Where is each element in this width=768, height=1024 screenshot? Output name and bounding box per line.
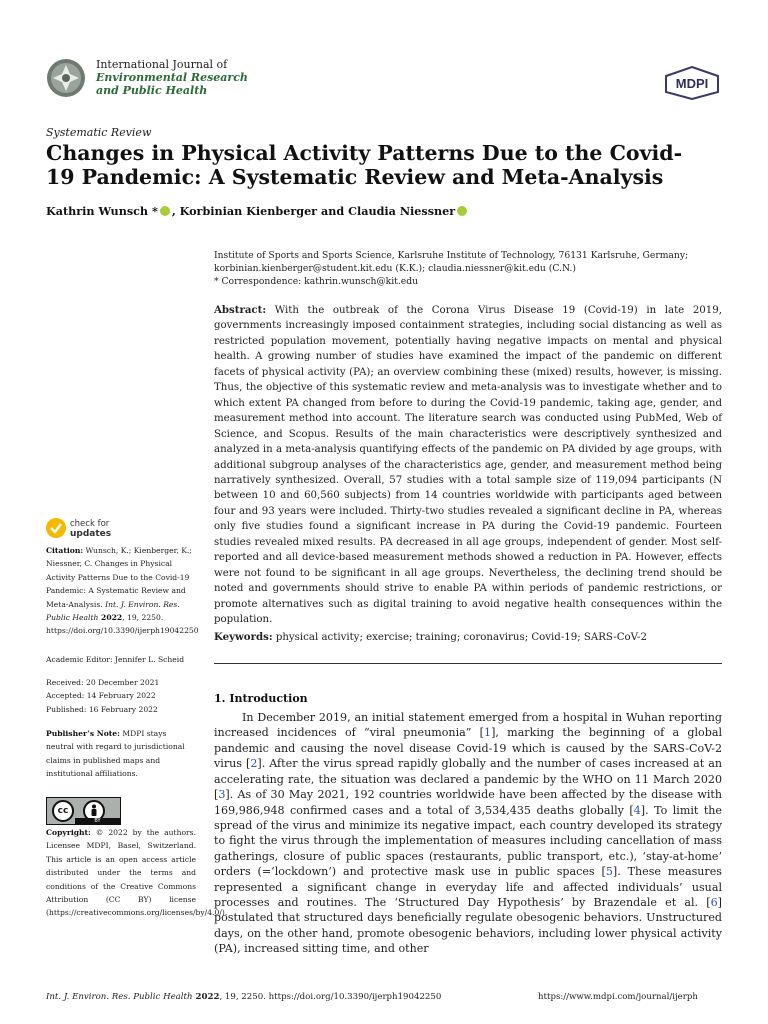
text-run: ]. To limit the spread of the virus and minimize its negative impact, each country developed its strategy to fight the virus through the implementation of measures including cancellation of mass gatherings, closure of public spaces (restaurants, public transport, etc.), ‘stay-at-home’ orders (=‘lockdown’) and protective mask use in public spaces [	[214, 803, 722, 879]
publisher-note-text: MDPI stays neutral with regard to jurisdictional claims in published maps and institutional affiliations.	[46, 729, 185, 779]
reference-link[interactable]: 6	[710, 896, 718, 910]
footer-journal-url[interactable]: https://www.mdpi.com/journal/ijerph	[538, 992, 698, 1002]
reference-link[interactable]: 5	[605, 865, 613, 879]
affiliation-line: Institute of Sports and Sports Science, Karlsruhe Institute of Technology, 76131 Karlsruhe, Germany;	[214, 250, 689, 261]
introduction-body	[214, 710, 722, 957]
affiliation	[214, 249, 734, 288]
text-run: ], marking the beginning of a global pandemic and causing the novel disease Covid-19 which is caused by the SARS-CoV-2 virus [	[214, 726, 722, 771]
text-run: In December 2019, an initial statement emerged from a hospital in Wuhan reporting increased incidences of “viral pneumonia” [	[214, 711, 722, 740]
citation-block	[46, 544, 199, 638]
divider	[214, 663, 722, 664]
abstract	[214, 303, 722, 628]
correspondence: * Correspondence: kathrin.wunsch@kit.edu	[214, 276, 419, 287]
reference-link[interactable]: 3	[218, 788, 226, 802]
check-updates-icon	[46, 518, 66, 538]
keywords	[214, 631, 722, 643]
citation-label: Citation:	[46, 546, 84, 555]
check-updates-line1: check for	[70, 519, 110, 529]
cc-icon: cc	[52, 800, 74, 822]
journal-name-line2: Environmental Research	[96, 71, 248, 84]
text-run: ]. As of 30 May 2021, 192 countries worldwide have been affected by the disease with 169,986,948 confirmed cases and a total of 3,534,435 deaths globally [	[214, 788, 722, 817]
check-updates-line2: updates	[70, 529, 112, 539]
article-type: Systematic Review	[46, 126, 152, 139]
publisher-note	[46, 727, 196, 781]
journal-name-line3: and Public Health	[96, 84, 208, 97]
orcid-icon[interactable]	[160, 206, 170, 216]
footer-year: 2022	[192, 992, 220, 1002]
abstract-label: Abstract:	[214, 304, 267, 316]
publisher-note-label: Publisher’s Note:	[46, 729, 120, 738]
journal-logo	[46, 58, 86, 98]
copyright-label: Copyright:	[46, 828, 91, 837]
check-updates-text	[70, 519, 111, 539]
journal-name	[96, 58, 248, 97]
reference-link[interactable]: 1	[484, 726, 492, 740]
keywords-label: Keywords:	[214, 631, 273, 643]
citation-doi[interactable]: , 19, 2250. https://doi.org/10.3390/ijerph19042250	[46, 613, 199, 636]
abstract-text: With the outbreak of the Corona Virus Disease 19 (Covid-19) in late 2019, governments increasingly imposed containment strategies, including social distancing as well as restricted population movement, potentially having negative impacts on mental and physical health. A growing number of studies have examined the impact of the pandemic on different facets of physical activity (PA); an overview combining these (mixed) results, however, is missing. Thus, the objective of this systematic review and meta-analysis was to investigate whether and to which extent PA changed from before to during the Covid-19 pandemic, taking age, gender, and measurement method into account. The literature search was conducted using PubMed, Web of Science, and Scopus. Results of the main characteristics were descriptively synthesized and analyzed in a meta-analysis quantifying effects of the pandemic on PA divided by age groups, with additional subgroup analyses of the characteristics age, gender, and measurement method being narratively synthesized. Overall, 57 studies with a total sample size of 119,094 participants (N between 10 and 60,560 subjects) from 14 countries worldwide with participants aged between four and 93 years were included. Thirty-two studies revealed a significant decline in PA, whereas only five studies found a significant increase in PA during the Covid-19 pandemic. Fourteen studies revealed mixed results. PA decreased in all age groups, independent of gender. Most self-reported and all device-based measurement methods showed a reduction in PA. However, effects were not found to be significant in all age groups. Nevertheless, the declining trend should be noted and governments should strive to enable PA within periods of pandemic restrictions, or promote alternatives such as digital training to avoid negative health consequences within the population.	[214, 305, 722, 626]
keywords-text: physical activity; exercise; training; coronavirus; Covid-19; SARS-CoV-2	[275, 632, 647, 643]
section-heading: 1. Introduction	[214, 692, 308, 705]
mdpi-logo-text: MDPI	[675, 76, 709, 91]
author-1: Kathrin Wunsch *	[46, 204, 158, 218]
by-label: BY	[75, 818, 120, 824]
cc-by-license-badge[interactable]	[46, 797, 121, 825]
copyright-block	[46, 826, 228, 920]
citation-journal: Int. J. Environ. Res. Public Health	[46, 599, 180, 623]
article-title: Changes in Physical Activity Patterns Due to the Covid-19 Pandemic: A Systematic Review and Meta-Analysis	[46, 141, 683, 189]
footer-citation	[46, 992, 441, 1002]
dates-block	[46, 676, 196, 716]
received-date: Received: 20 December 2021	[46, 678, 160, 687]
text-run: ]. These measures represented a significant change in everyday life and affected individuals’ usual processes and routines. The ‘Structured Day Hypothesis’ by Brazendale et al. [	[214, 865, 722, 910]
published-date: Published: 16 February 2022	[46, 704, 158, 714]
text-run: ]. After the virus spread rapidly globally and the number of cases increased at an accelerating rate, the situation was declared a pandemic by the WHO on 11 March 2020 [	[214, 757, 723, 802]
orcid-icon[interactable]	[457, 206, 467, 216]
citation-text: Wunsch, K.; Kienberger, K.; Niessner, C. Changes in Physical Activity Patterns Due to the Covid-19 Pandemic: A Systematic Review and Meta-Analysis.	[46, 546, 192, 609]
reference-link[interactable]: 4	[633, 803, 641, 817]
check-for-updates-button[interactable]	[46, 516, 186, 542]
affiliation-emails: korbinian.kienberger@student.kit.edu (K.K.); claudia.niessner@kit.edu (C.N.)	[214, 263, 576, 274]
copyright-text: © 2022 by the authors. Licensee MDPI, Basel, Switzerland. This article is an open access article distributed under the terms and conditions of the Creative Commons Attribution (CC BY) license (https://creativecommons.org/licenses/by/4.0/).	[46, 828, 228, 918]
mdpi-logo	[664, 66, 720, 104]
reference-link[interactable]: 2	[250, 757, 258, 771]
author-list	[46, 204, 469, 218]
paragraph	[214, 710, 722, 957]
author-others: , Korbinian Kienberger and Claudia Niessner	[171, 204, 456, 218]
accepted-date: Accepted: 14 February 2022	[46, 691, 156, 701]
footer-doi[interactable]: , 19, 2250. https://doi.org/10.3390/ijerph19042250	[219, 992, 442, 1002]
footer-journal: Int. J. Environ. Res. Public Health	[46, 992, 193, 1002]
text-run: ] postulated that structured days beneficially regulate obesogenic behaviors. Unstructured days, on the other hand, promote obesogenic behaviors, including lower physical activity (PA), increased sitting time, and other	[214, 896, 722, 956]
journal-name-line1: International Journal of	[96, 58, 228, 71]
academic-editor: Academic Editor: Jennifer L. Scheid	[46, 655, 185, 664]
citation-year: 2022	[98, 613, 123, 623]
